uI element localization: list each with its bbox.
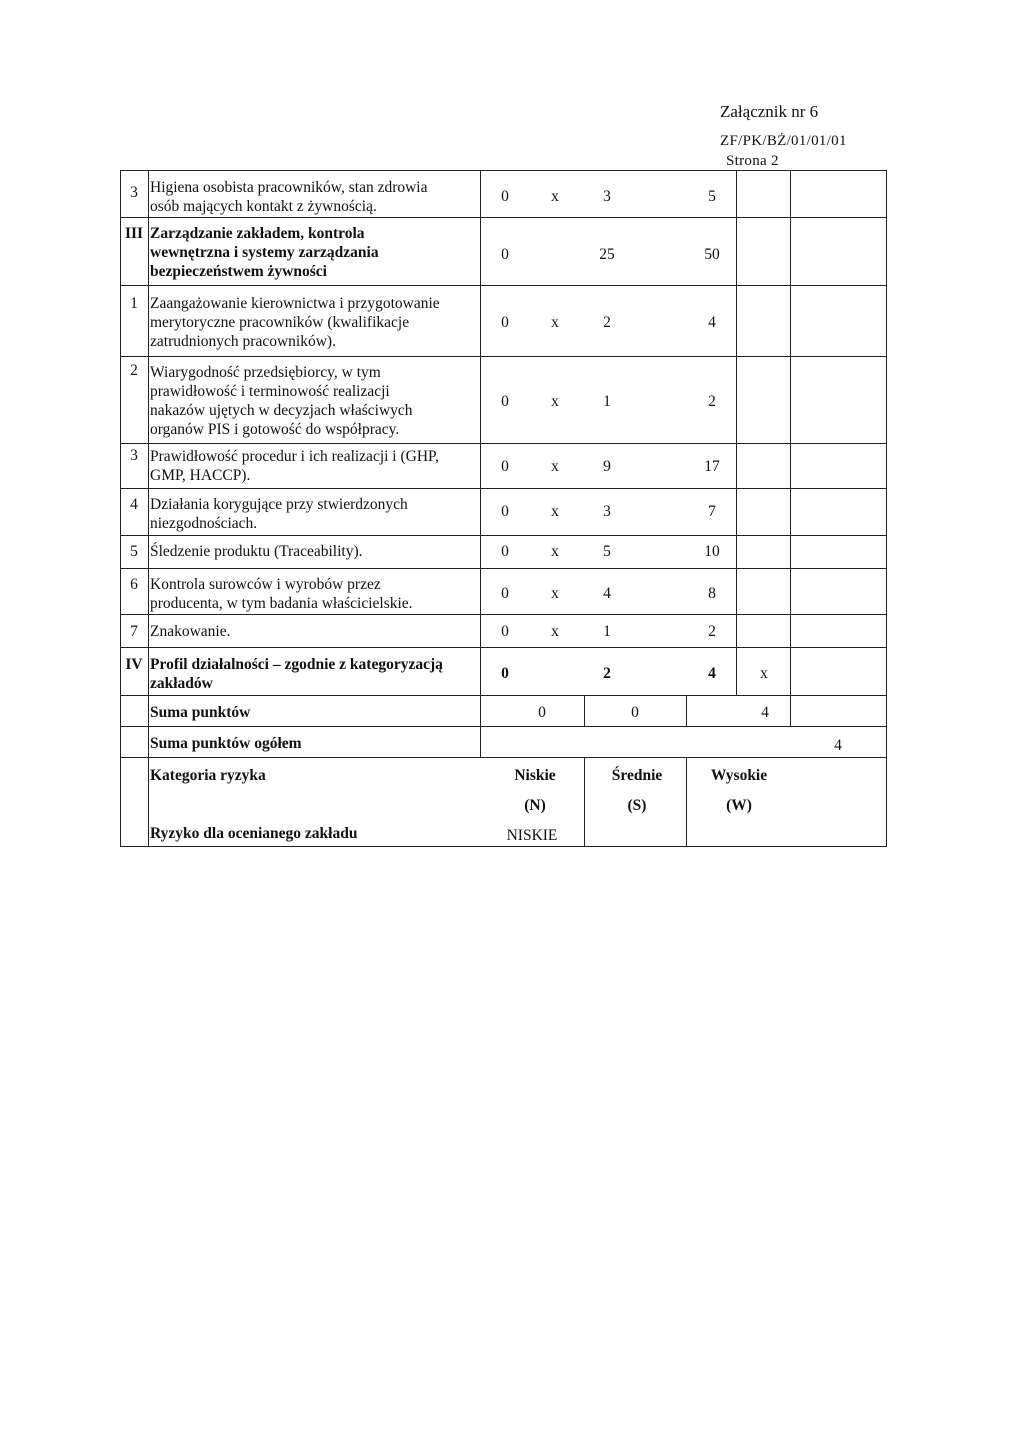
row-description-line: niezgodnościach. [150,515,258,532]
category-high-code: (W) [726,797,752,814]
score-mid: 5 [603,543,611,560]
score-mid: 4 [708,665,716,682]
score-max: 17 [704,458,720,475]
row-description-line: Działania korygujące przy stwierdzonych [150,496,408,513]
score-min: 0 [501,188,509,205]
score-min: 0 [501,665,509,682]
risk-result-value: NISKIE [506,827,558,844]
row-description-line: producenta, w tym badania właścicielskie. [150,595,413,612]
category-low: Niskie [514,767,556,784]
total-label: Suma punktów ogółem [150,735,302,752]
score-max: 7 [708,503,716,520]
risk-category-label: Kategoria ryzyka [150,767,266,784]
row-description-line: Wiarygodność przedsiębiorcy, w tym [150,364,381,381]
section-title-line: Zarządzanie zakładem, kontrola [150,225,365,242]
score-min: 0 [501,543,509,560]
score-mid: 2 [603,314,611,331]
row-number: 7 [130,623,138,640]
score-max: 2 [708,393,716,410]
section-title-line: zakładów [150,675,213,692]
score-max: 2 [708,623,716,640]
sum-value: 0 [631,704,639,721]
score-min: 0 [501,585,509,602]
category-medium-code: (S) [627,797,647,814]
score-mid: 3 [603,503,611,520]
attachment-label: Załącznik nr 6 [720,102,819,121]
row-description-line: osób mających kontakt z żywnością. [150,198,377,215]
row-description-line: merytoryczne pracowników (kwalifikacje [150,314,410,331]
sum-value: 0 [538,704,546,721]
score-mark: x [551,503,559,520]
category-medium: Średnie [611,767,663,784]
score-min: 0 [501,314,509,331]
total-value: 4 [834,737,842,754]
section-title-line: Profil działalności – zgodnie z kategoryzacją [150,656,443,673]
score-mid: 3 [603,188,611,205]
score-max: 5 [708,188,716,205]
score-mark: x [551,458,559,475]
category-low-code: (N) [524,797,546,814]
row-number: 2 [130,362,138,379]
section-number: III [124,225,144,242]
score-mark: x [551,585,559,602]
score-mark: x [551,188,559,205]
score-mid: 9 [603,458,611,475]
row-description-line: GMP, HACCP). [150,467,251,484]
row-description-line: organów PIS i gotowość do współpracy. [150,421,400,438]
section-title-line: wewnętrzna i systemy zarządzania [150,244,379,261]
score-max: 50 [704,246,720,263]
score-mid: 1 [603,623,611,640]
score-max: x [760,665,768,682]
row-description-line: Znakowanie. [150,623,231,640]
score-max: 8 [708,585,716,602]
sum-label: Suma punktów [150,704,251,721]
row-number: 6 [130,576,138,593]
row-number: 5 [130,543,138,560]
risk-result-label: Ryzyko dla ocenianego zakładu [150,825,358,842]
row-number: 3 [130,184,138,201]
row-number: 1 [130,295,138,312]
section-title-line: bezpieczeństwem żywności [150,263,327,280]
page-number: Strona 2 [726,153,779,169]
section-number: IV [125,656,143,673]
score-max: 10 [704,543,720,560]
score-mark: x [551,543,559,560]
score-min: 0 [501,246,509,263]
row-description-line: zatrudnionych pracowników). [150,333,336,350]
row-description-line: Śledzenie produktu (Traceability). [150,543,363,560]
score-min: 0 [501,503,509,520]
score-mark: x [551,623,559,640]
score-min: 0 [501,458,509,475]
sum-value: 4 [761,704,769,721]
score-mark: x [551,314,559,331]
row-description-line: Kontrola surowców i wyrobów przez [150,576,381,593]
category-high: Wysokie [710,767,768,784]
score-mark: 2 [603,665,611,682]
row-description-line: Zaangażowanie kierownictwa i przygotowanie [150,295,440,312]
row-description-line: Higiena osobista pracowników, stan zdrowia [150,179,428,196]
row-description-line: prawidłowość i terminowość realizacji [150,383,390,400]
row-description-line: Prawidłowość procedur i ich realizacji i (GHP, [150,448,439,465]
score-mid: 4 [603,585,611,602]
row-description-line: nakazów ujętych w decyzjach właściwych [150,402,413,419]
score-max: 4 [708,314,716,331]
score-min: 0 [501,393,509,410]
row-number: 3 [130,447,138,464]
document-code: ZF/PK/BŻ/01/01/01 [720,133,847,149]
score-min: 0 [501,623,509,640]
score-mark: x [551,393,559,410]
row-number: 4 [130,496,138,513]
score-mid: 1 [603,393,611,410]
score-mid: 25 [599,246,615,263]
